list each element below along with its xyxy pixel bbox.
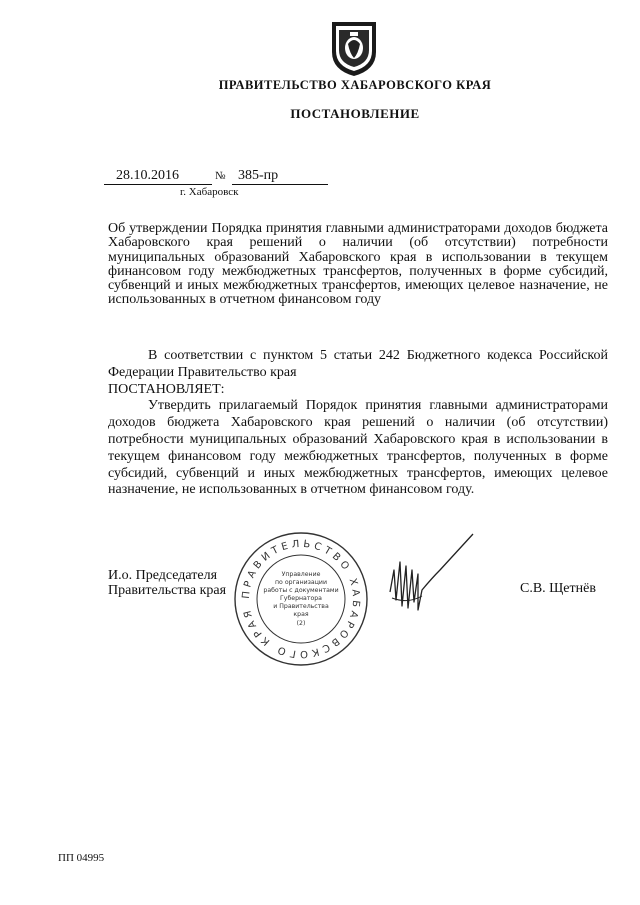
number-underline bbox=[232, 184, 328, 185]
decree-word: ПОСТАНОВЛЯЕТ: bbox=[108, 381, 225, 397]
number-sign: № bbox=[215, 170, 226, 182]
document-body bbox=[108, 348, 608, 499]
stamp-line-7: (2) bbox=[296, 620, 306, 627]
government-name: ПРАВИТЕЛЬСТВО ХАБАРОВСКОГО КРАЯ bbox=[218, 78, 492, 92]
document-city: г. Хабаровск bbox=[180, 186, 239, 198]
intro-paragraph: В соответствии с пунктом 5 статьи 242 Бюджетного кодекса Российской Федерации Правительство края bbox=[108, 348, 608, 380]
resolution-paragraph: Утвердить прилагаемый Порядок принятия главными администраторами доходов бюджета Хабаровского края решений о наличии (об отсутствии) потребности муниципальных образований Хабаровского края в использовании в текущем финансовом году межбюджетных трансфертов, полученных в форме субсидий, субвенций и иных межбюджетных трансфертов, имеющих целевое назначение, не использованных в отчетном финансовом году. bbox=[108, 398, 608, 498]
stamp-line-6: края bbox=[293, 611, 309, 618]
position-line-1: И.о. Председателя bbox=[108, 568, 218, 583]
document-code: ПП 04995 bbox=[58, 852, 105, 864]
document-subject: Об утверждении Порядка принятия главными администраторами доходов бюджета Хабаровского края решений о наличии (об отсутствии) потребности муниципальных образований Хабаровского края в использовании в текущем финансовом году межбюджетных трансфертов, полученных в форме субсидий, субвенций и иных межбюджетных трансфертов, имеющих целевое назначение, не использованных в отчетном финансовом году bbox=[108, 221, 608, 308]
stamp-line-1: Управление bbox=[281, 571, 321, 578]
position-line-2: Правительства края bbox=[108, 583, 227, 598]
stamp-line-4: Губернатора bbox=[280, 595, 322, 602]
coat-of-arms-icon bbox=[328, 18, 380, 78]
signer-name: С.В. Щетнёв bbox=[520, 581, 596, 596]
document-number: 385-пр bbox=[238, 168, 279, 183]
stamp-line-3: работы с документами bbox=[263, 587, 339, 594]
stamp-line-5: и Правительства bbox=[273, 603, 329, 610]
official-stamp bbox=[232, 530, 370, 668]
stamp-ring-text: ПРАВИТЕЛЬСТВО ХАБАРОВСКОГО КРАЯ bbox=[240, 538, 362, 660]
stamp-line-2: по организации bbox=[275, 579, 327, 586]
document-type: ПОСТАНОВЛЕНИЕ bbox=[290, 106, 420, 121]
date-underline bbox=[104, 184, 212, 185]
handwritten-signature bbox=[378, 530, 478, 630]
signer-position bbox=[108, 568, 226, 598]
document-date: 28.10.2016 bbox=[116, 168, 179, 183]
